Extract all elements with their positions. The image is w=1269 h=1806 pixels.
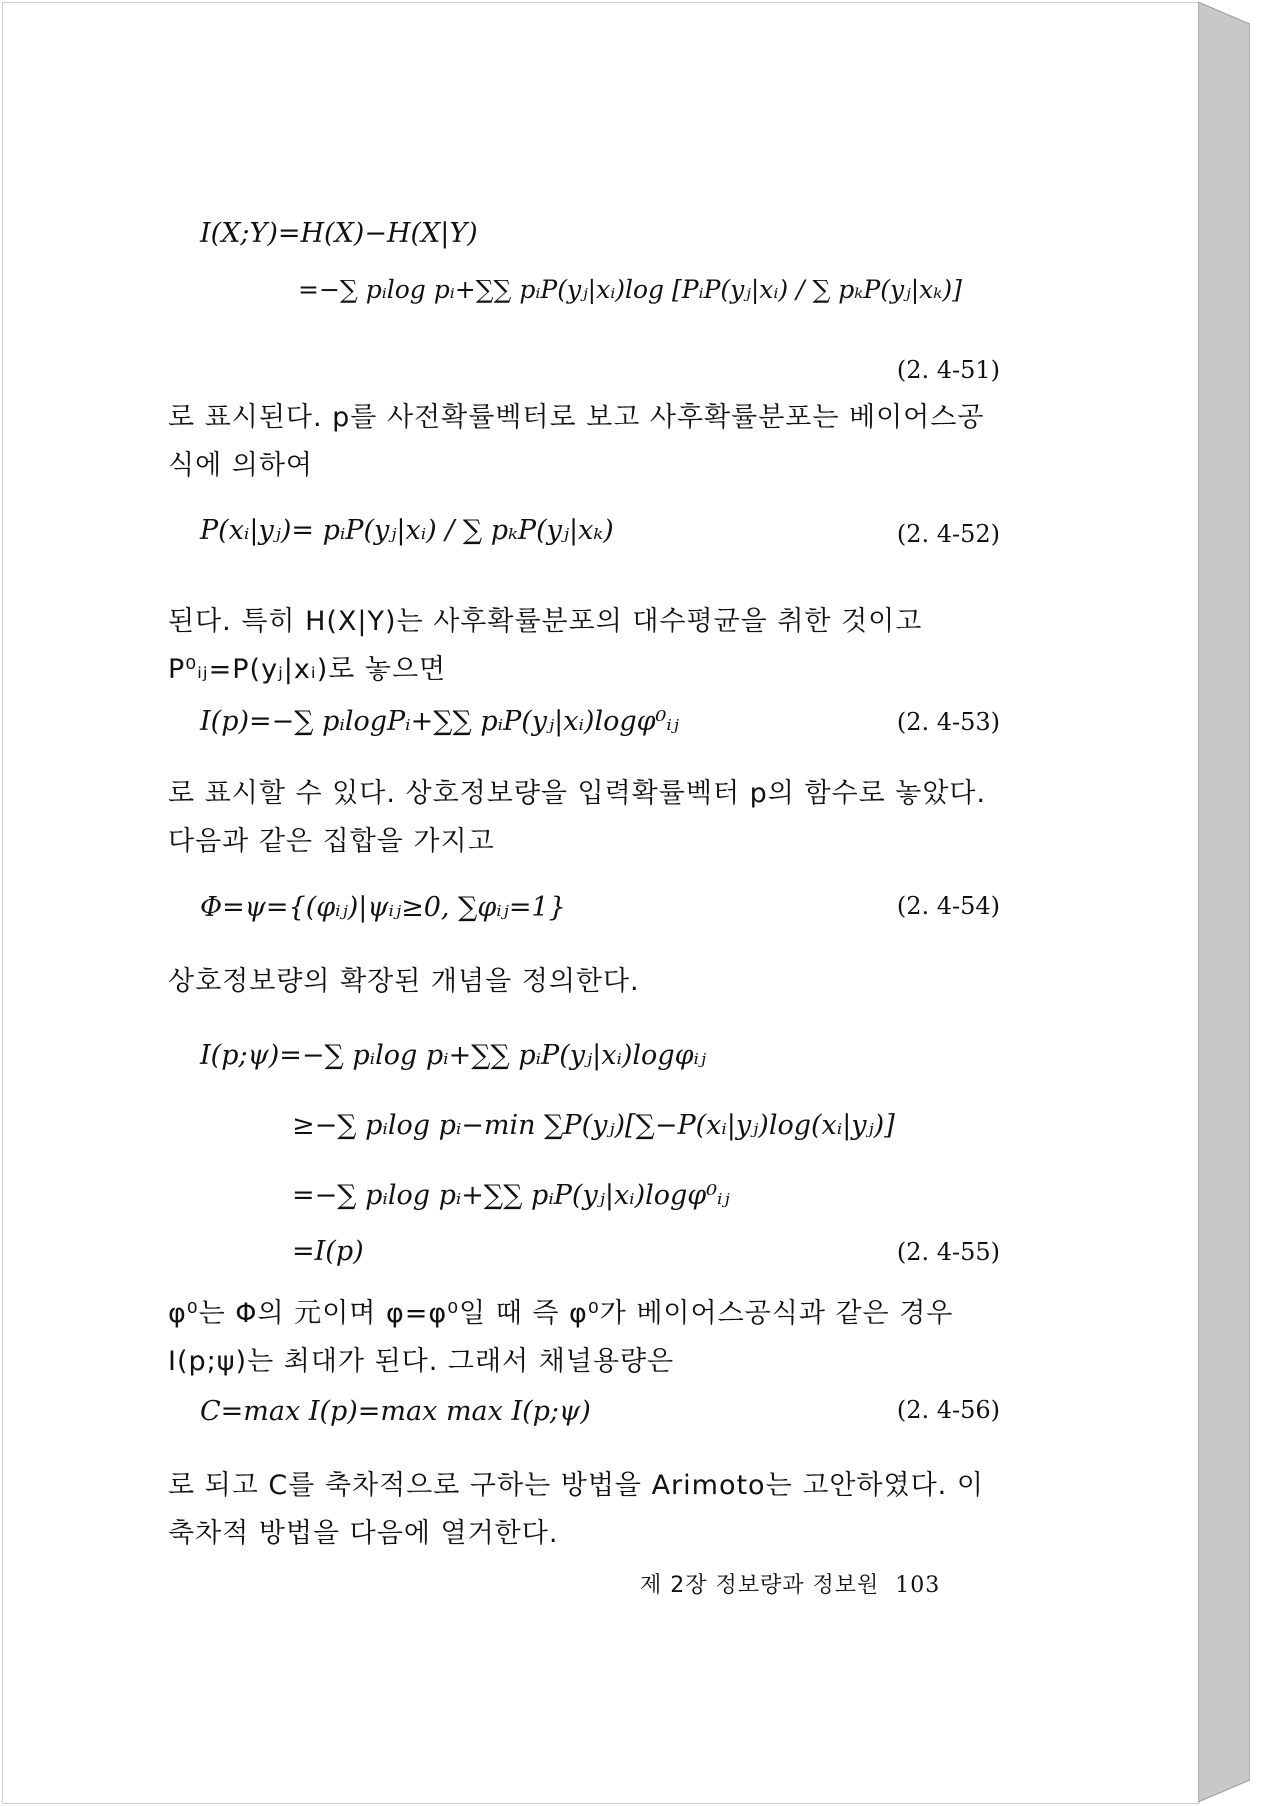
page-stack-edge	[1198, 2, 1250, 1802]
equation-2-4-55-line3: =−∑ pᵢlog pᵢ+∑∑ pᵢP(yⱼ|xᵢ)logφ⁰ᵢⱼ	[292, 1180, 730, 1211]
equation-2-4-54: Φ=ψ={(φᵢⱼ)|ψᵢⱼ≥0, ∑φᵢⱼ=1}	[200, 892, 566, 923]
paragraph-5: φ⁰는 Φ의 元이며 φ=φ⁰일 때 즉 φ⁰가 베이어스공식과 같은 경우 I(p;ψ)는 최대가 된다. 그래서 채널용량은	[168, 1298, 954, 1377]
equation-number-2-4-55: (2. 4-55)	[896, 1238, 1000, 1266]
equation-2-4-52: P(xᵢ|yⱼ)= pᵢP(yⱼ|xᵢ) / ∑ pₖP(yⱼ|xₖ)	[200, 515, 614, 546]
equation-2-4-55-line1: I(p;ψ)=−∑ pᵢlog pᵢ+∑∑ pᵢP(yⱼ|xᵢ)logφᵢⱼ	[200, 1040, 707, 1071]
equation-2-4-55-line4: =I(p)	[292, 1236, 364, 1267]
equation-2-4-56: C=max I(p)=max max I(p;ψ)	[200, 1396, 591, 1427]
equation-number-2-4-51: (2. 4-51)	[896, 356, 1000, 384]
equation-number-2-4-52: (2. 4-52)	[896, 520, 1000, 548]
equation-2-4-51-line1: I(X;Y)=H(X)−H(X|Y)	[200, 218, 478, 249]
equation-number-2-4-56: (2. 4-56)	[896, 1396, 1000, 1424]
paragraph-2: 된다. 특히 H(X|Y)는 사후확률분포의 대수평균을 취한 것이고 P⁰ᵢⱼ=P(yⱼ|xᵢ)로 놓으면	[168, 606, 923, 685]
equation-number-2-4-54: (2. 4-54)	[896, 892, 1000, 920]
equation-2-4-55-line2: ≥−∑ pᵢlog pᵢ−min ∑P(yⱼ)[∑−P(xᵢ|yⱼ)log(xᵢ|yⱼ)]	[292, 1110, 895, 1141]
page-number: 103	[895, 1573, 941, 1598]
equation-2-4-53: I(p)=−∑ pᵢlogPᵢ+∑∑ pᵢP(yⱼ|xᵢ)logφ⁰ᵢⱼ	[200, 706, 679, 737]
equation-2-4-51-line2: =−∑ pᵢlog pᵢ+∑∑ pᵢP(yⱼ|xᵢ)log [PᵢP(yⱼ|xᵢ) / ∑ pₖP(yⱼ|xₖ)]	[298, 275, 962, 304]
paragraph-3: 로 표시할 수 있다. 상호정보량을 입력확률벡터 p의 함수로 놓았다. 다음과 같은 집합을 가지고	[168, 778, 987, 857]
paragraph-1: 로 표시된다. p를 사전확률벡터로 보고 사후확률분포는 베이어스공식에 의하여	[168, 402, 985, 481]
page-footer	[640, 1568, 940, 1599]
equation-number-2-4-53: (2. 4-53)	[896, 708, 1000, 736]
paragraph-6: 로 되고 C를 축차적으로 구하는 방법을 Arimoto는 고안하였다. 이 축차적 방법을 다음에 열거한다.	[168, 1470, 984, 1549]
chapter-title: 제 2장 정보량과 정보원	[640, 1573, 880, 1598]
paragraph-4: 상호정보량의 확장된 개념을 정의한다.	[168, 966, 640, 997]
